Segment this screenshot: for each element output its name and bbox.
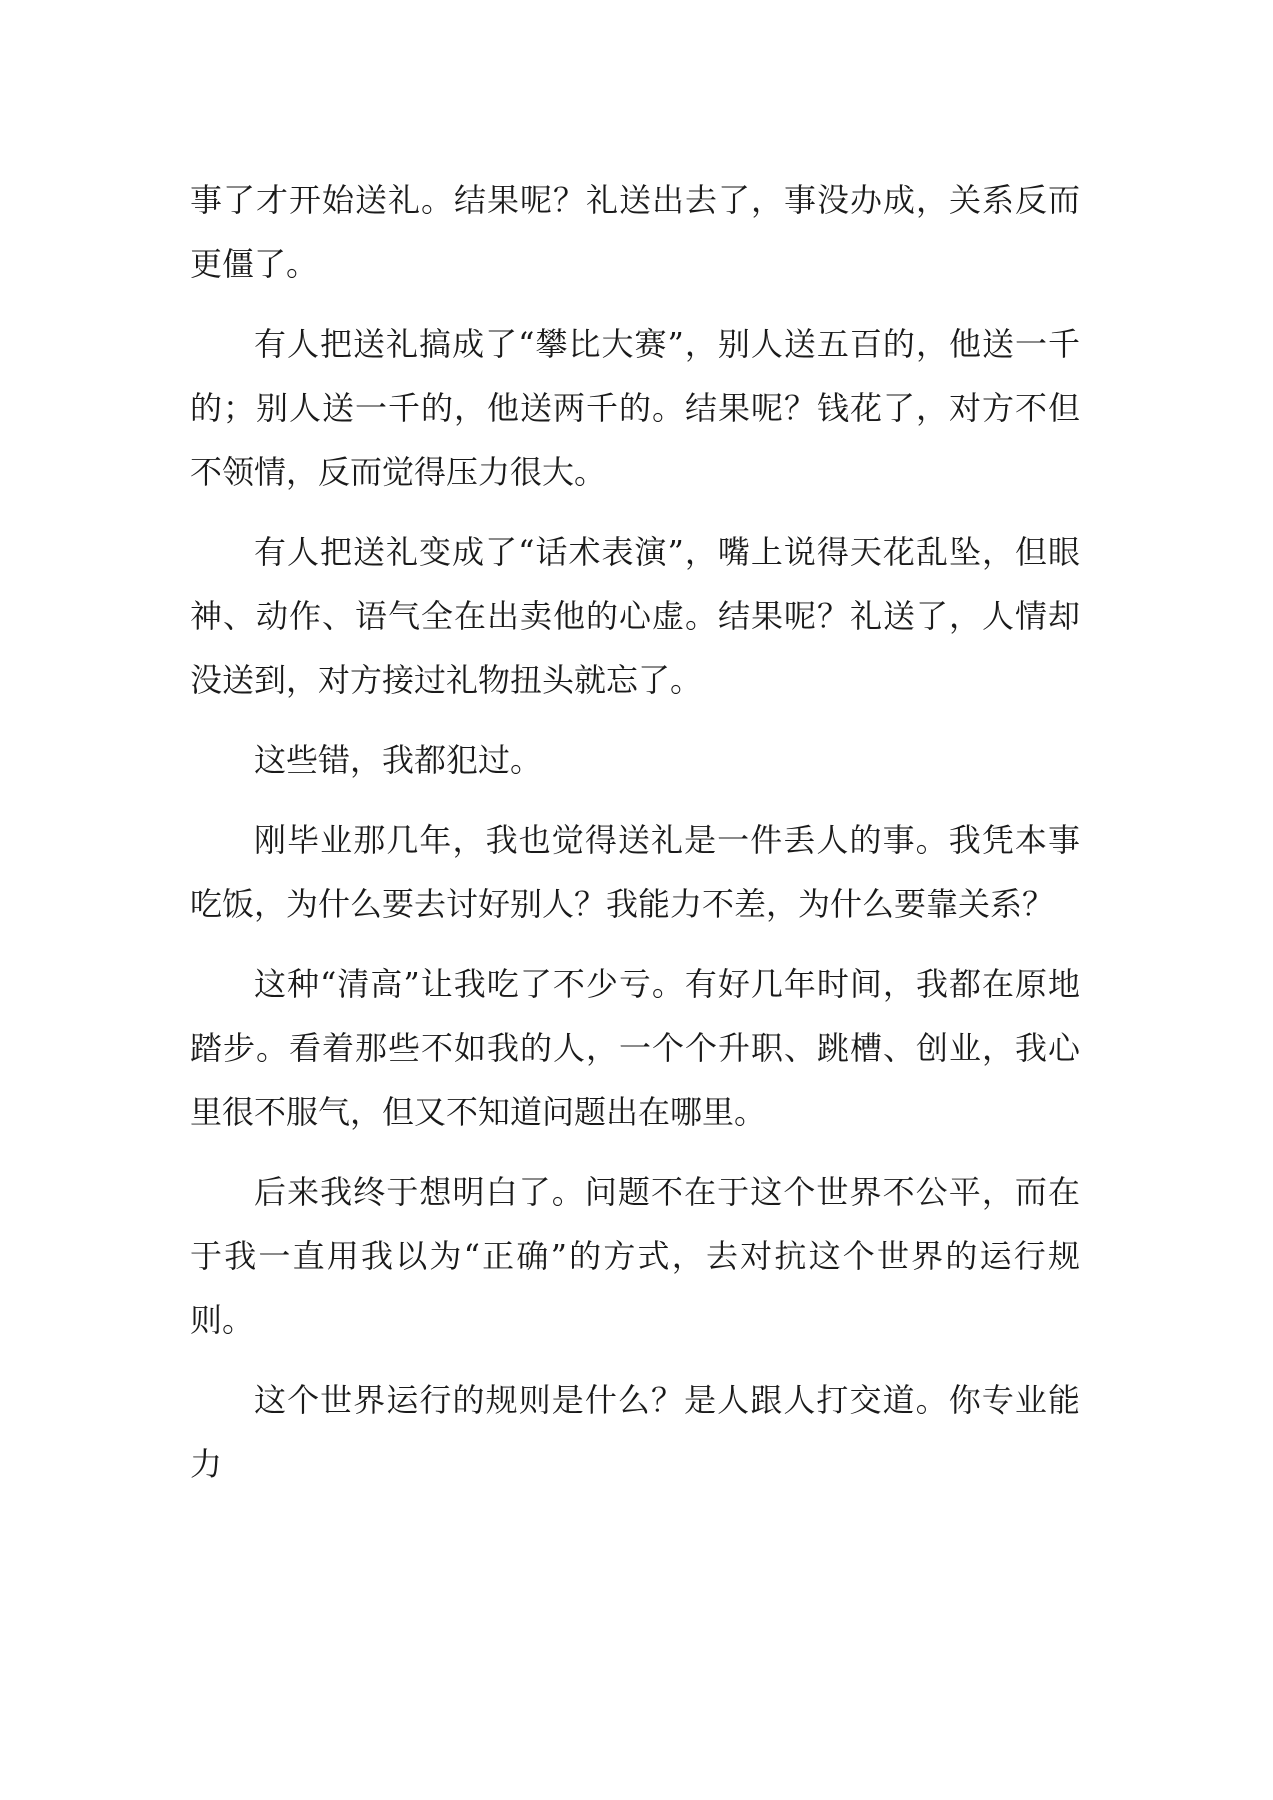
paragraph-2: 有人把送礼搞成了“攀比大赛”，别人送五百的，他送一千的；别人送一千的，他送两千的。结果呢？钱花了，对方不但不领情，反而觉得压力很大。 bbox=[190, 325, 1080, 491]
paragraph-4: 这些错，我都犯过。 bbox=[254, 741, 543, 779]
body-text bbox=[190, 168, 1080, 1512]
paragraph-1: 事了才开始送礼。结果呢？礼送出去了，事没办成，关系反而更僵了。 bbox=[190, 181, 1080, 283]
paragraph-5: 刚毕业那几年，我也觉得送礼是一件丢人的事。我凭本事吃饭，为什么要去讨好别人？我能力不差，为什么要靠关系？ bbox=[190, 821, 1080, 923]
paragraph-3: 有人把送礼变成了“话术表演”，嘴上说得天花乱坠，但眼神、动作、语气全在出卖他的心虚。结果呢？礼送了，人情却没送到，对方接过礼物扭头就忘了。 bbox=[190, 533, 1080, 699]
paragraph-8: 这个世界运行的规则是什么？是人跟人打交道。你专业能力 bbox=[190, 1381, 1080, 1483]
paragraph-6: 这种“清高”让我吃了不少亏。有好几年时间，我都在原地踏步。看着那些不如我的人，一个个升职、跳槽、创业，我心里很不服气，但又不知道问题出在哪里。 bbox=[190, 965, 1080, 1131]
paragraph-7: 后来我终于想明白了。问题不在于这个世界不公平，而在于我一直用我以为“正确”的方式，去对抗这个世界的运行规则。 bbox=[190, 1173, 1080, 1339]
